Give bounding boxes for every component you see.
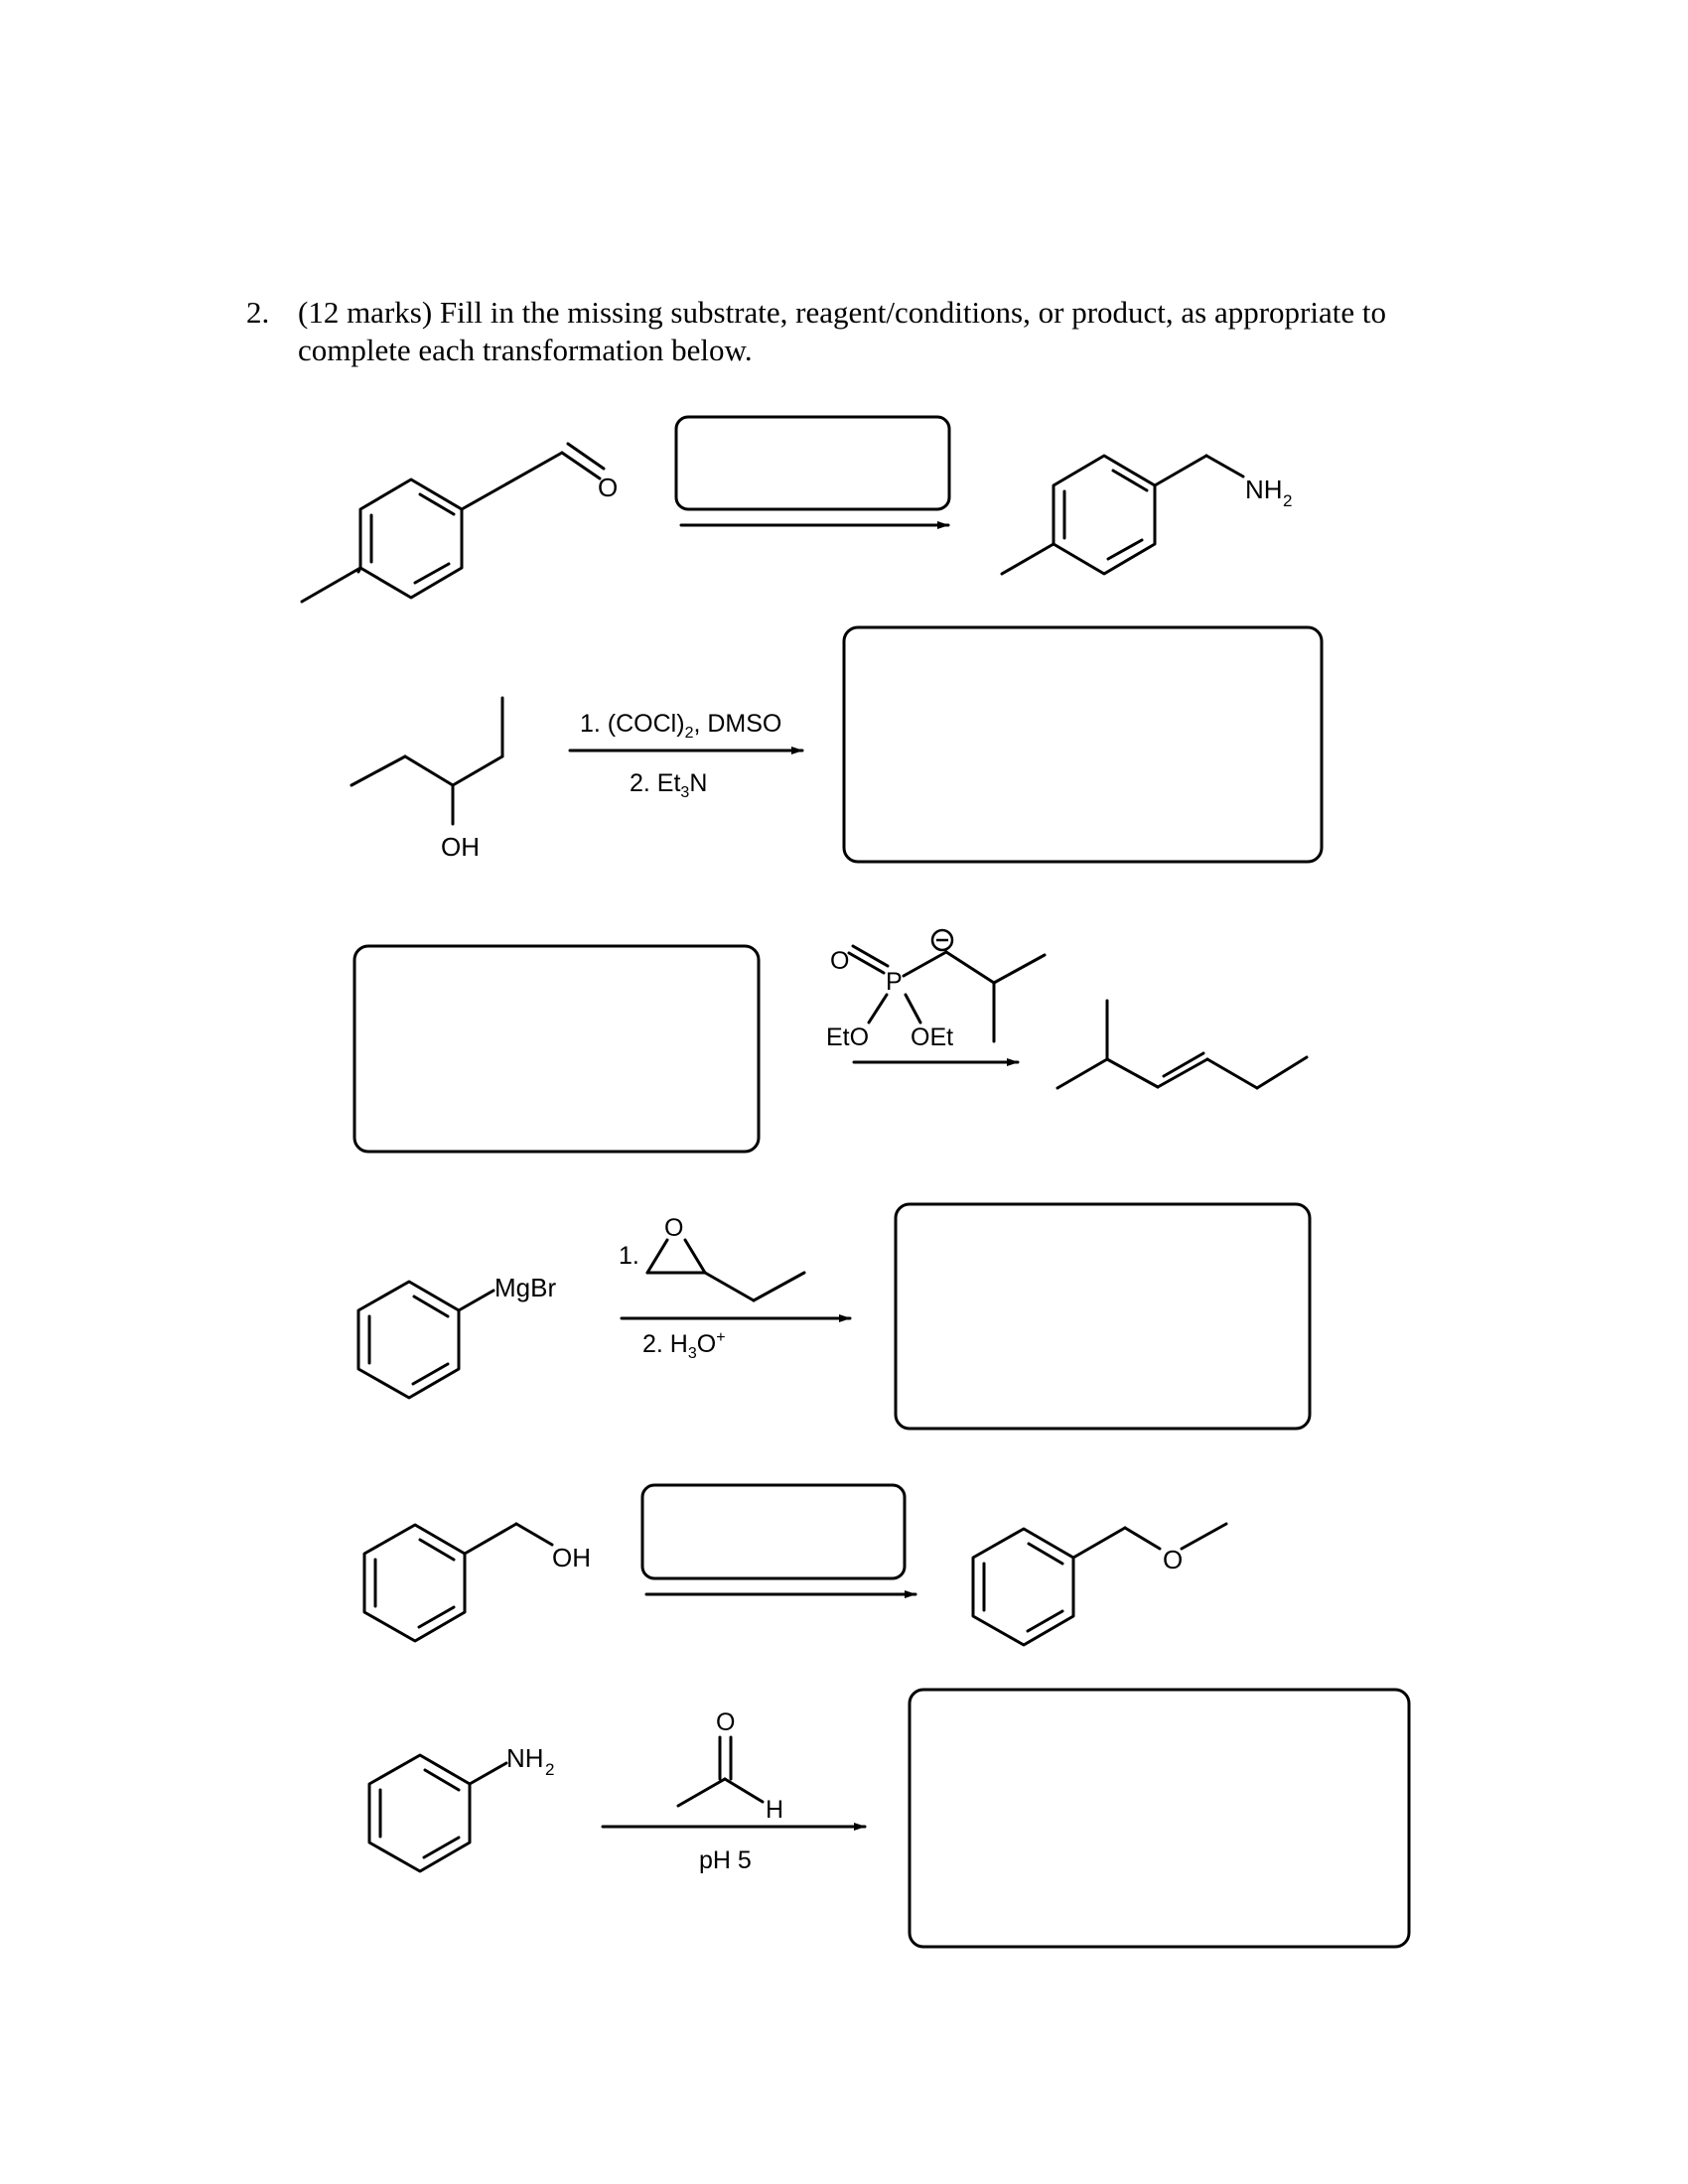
reagent-label-eto: EtO bbox=[826, 1024, 870, 1051]
reagent-swern-line-2: 2. $Et_3N$ bbox=[630, 769, 708, 801]
reaction-4 bbox=[358, 1204, 1310, 1429]
substrate-benzyl-alcohol bbox=[364, 1524, 591, 1641]
substrate-4-methylbenzaldehyde bbox=[302, 444, 618, 602]
reagent-label-o: O bbox=[716, 1708, 736, 1736]
substrate-label-oh: OH bbox=[552, 1543, 591, 1572]
product-2-methyl-3-hexene bbox=[1057, 1001, 1307, 1088]
reagent-label-oet: OEt bbox=[911, 1024, 954, 1051]
question-number: 2. bbox=[246, 295, 270, 330]
substrate-aniline bbox=[369, 1743, 554, 1871]
substrate-label-subscript-2: 2 bbox=[545, 1760, 555, 1779]
answer-box-reagent-1[interactable] bbox=[676, 417, 949, 509]
reagent-1-2-epoxybutane bbox=[619, 1214, 804, 1300]
reaction-2 bbox=[352, 627, 1322, 862]
reagent-label-p: P bbox=[886, 968, 903, 996]
answer-box-substrate-3[interactable] bbox=[354, 946, 759, 1152]
substrate-2-pentanol bbox=[352, 698, 502, 862]
reagent-step-1-label: 1. bbox=[619, 1242, 639, 1270]
answer-box-reagent-5[interactable] bbox=[642, 1485, 905, 1578]
reaction-1 bbox=[302, 417, 1292, 602]
substrate-phenylmagnesium-bromide bbox=[358, 1273, 556, 1398]
reaction-3 bbox=[354, 930, 1307, 1152]
answer-box-product-4[interactable] bbox=[896, 1204, 1310, 1429]
reaction-6 bbox=[369, 1690, 1409, 1947]
question-text: (12 marks) Fill in the missing substrate, reagent/conditions, or product, as appropriate to complete each transformation below. bbox=[298, 295, 1386, 367]
reagent-ph-label: pH 5 bbox=[699, 1846, 752, 1874]
substrate-label-mgbr: MgBr bbox=[494, 1273, 557, 1302]
product-label-o: O bbox=[1163, 1545, 1184, 1574]
product-label-nh: NH bbox=[1245, 475, 1283, 504]
answer-box-product-6[interactable] bbox=[910, 1690, 1409, 1947]
reagent-label-o: O bbox=[664, 1214, 684, 1242]
reagent-acetaldehyde bbox=[678, 1708, 783, 1824]
product-benzyl-methyl-ether bbox=[973, 1524, 1226, 1645]
reagent-workup-label: 2. $H_3O^+$ bbox=[642, 1329, 726, 1362]
substrate-label-oh: OH bbox=[441, 832, 480, 862]
reagent-swern-line-1: 1. $(COCl)_2$, DMSO bbox=[580, 710, 782, 742]
substrate-label-nh: NH bbox=[506, 1743, 544, 1773]
reagent-phosphonate-anion bbox=[826, 930, 1045, 1051]
answer-box-product-2[interactable] bbox=[844, 627, 1322, 862]
product-label-subscript-2: 2 bbox=[1283, 491, 1293, 510]
substrate-label-o: O bbox=[598, 473, 619, 502]
reagent-label-h: H bbox=[766, 1796, 784, 1824]
reagent-label-o: O bbox=[830, 947, 850, 975]
reaction-5 bbox=[364, 1485, 1226, 1645]
product-4-methylbenzylamine bbox=[1002, 456, 1292, 574]
